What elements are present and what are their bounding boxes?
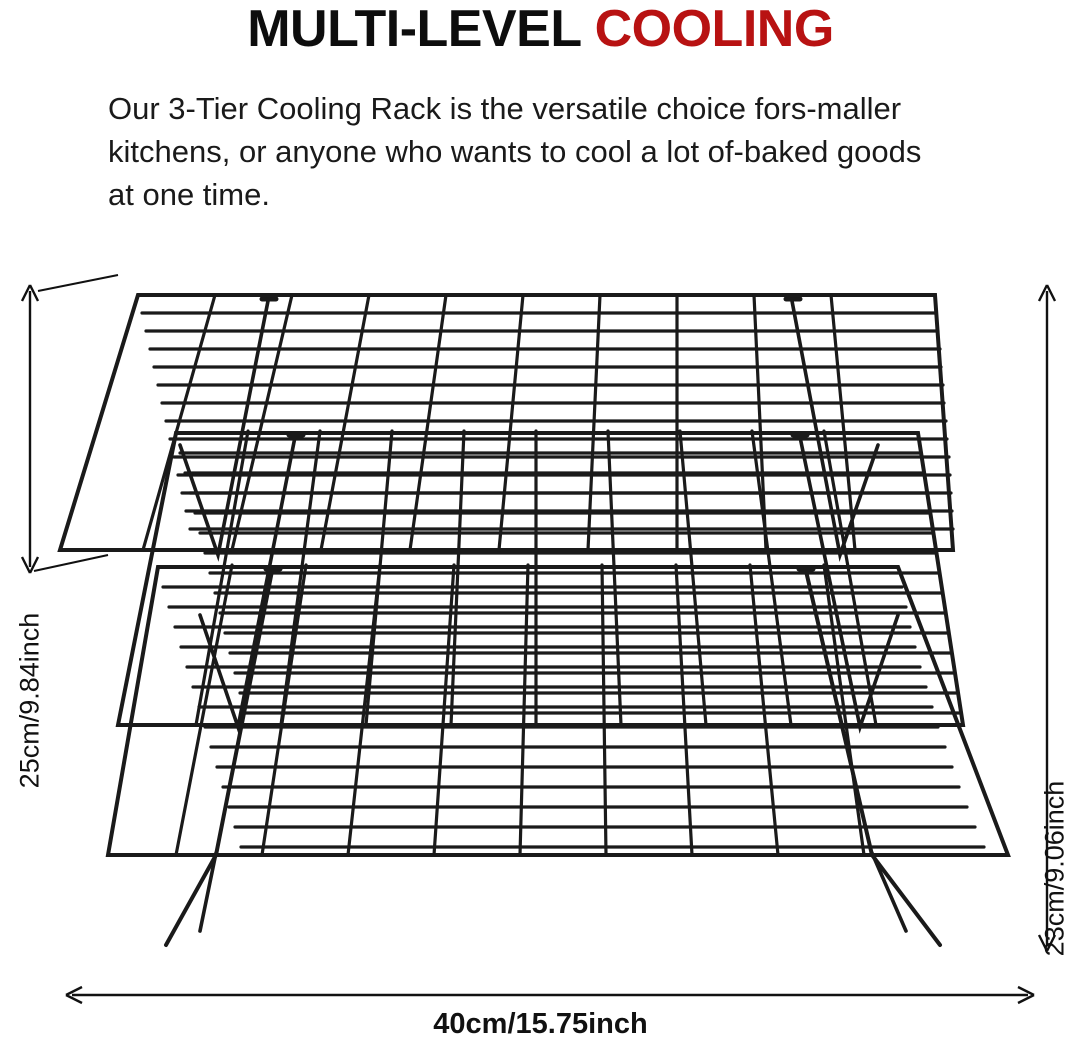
product-description: Our 3-Tier Cooling Rack is the versatile choice fors-maller kitchens, or anyone who wants to cool a lot of-baked goods at one time.: [108, 91, 922, 212]
dimension-label-width-bottom: 40cm/15.75inch: [433, 1008, 648, 1040]
dimension-label-height-left: 25cm/9.84inch: [14, 612, 45, 789]
page-title-accent-text: COOLING: [594, 0, 834, 58]
product-image: [0, 255, 1081, 1015]
rack-tier-top: [60, 295, 953, 555]
cooling-rack-illustration: [0, 255, 1081, 1015]
rack-tier-bottom: [108, 565, 1008, 945]
page-title: [0, 2, 1081, 57]
dimension-label-height-right: 23cm/9.06inch: [1039, 780, 1070, 957]
page-title-dark-text: MULTI-LEVEL: [247, 0, 595, 58]
